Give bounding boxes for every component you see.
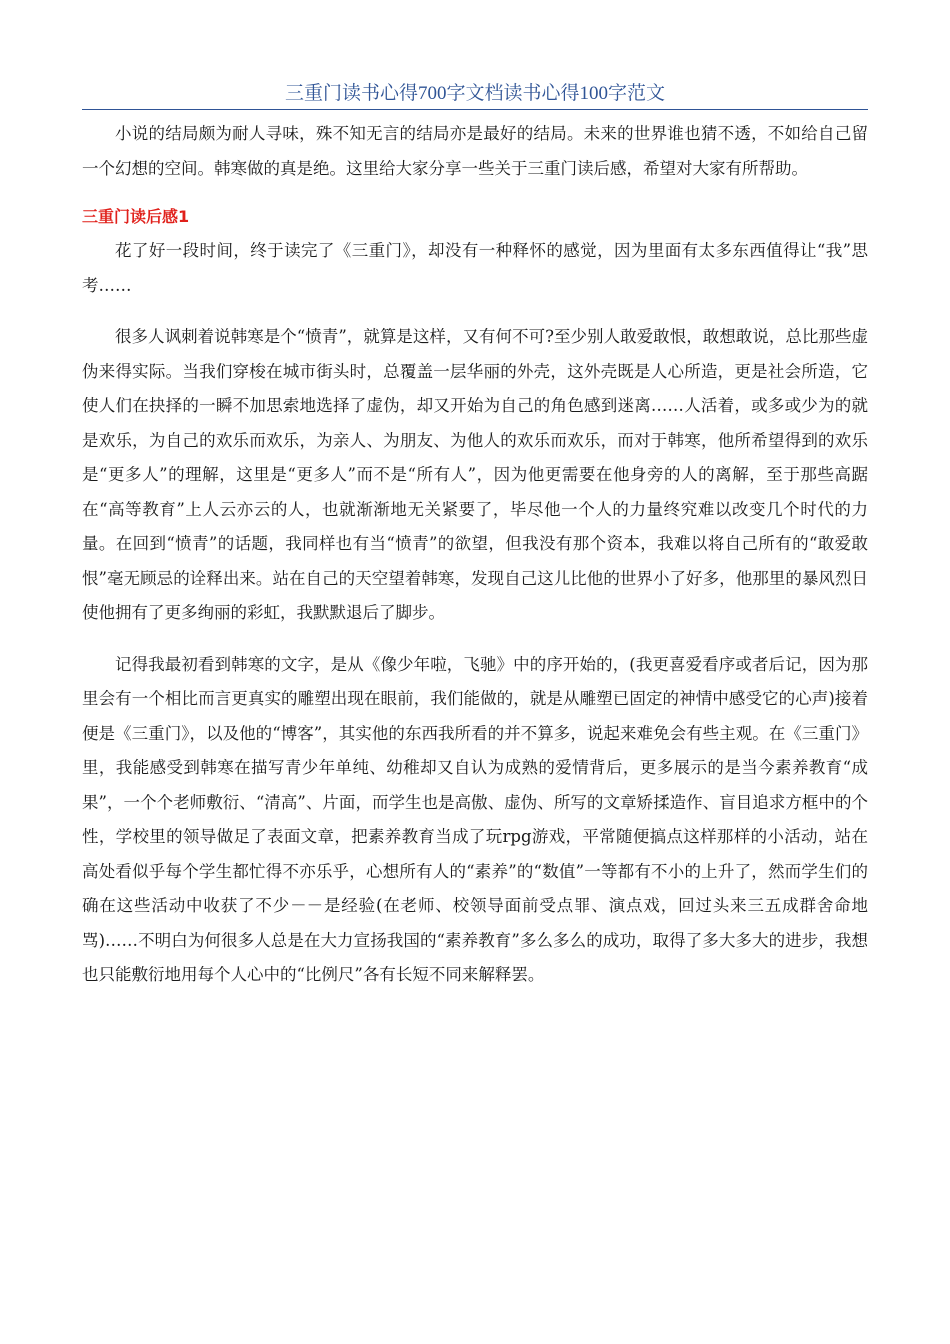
document-header-title: 三重门读书心得700字文档读书心得100字范文 [284, 83, 665, 104]
document-body [82, 117, 868, 993]
body-paragraph-2: 很多人讽刺着说韩寒是个“愤青”，就算是这样，又有何不可?至少别人敢爱敢恨，敢想敢说，总比那些虚伪来得实际。当我们穿梭在城市街头时，总覆盖一层华丽的外壳，这外壳既是人心所造，更是社会所造，它使人们在抉择的一瞬不加思索地选择了虚伪，却又开始为自己的角色感到迷离……人活着，或多或少为的就是欢乐，为自己的欢乐而欢乐，为亲人、为朋友、为他人的欢乐而欢乐，而对于韩寒，他所希望得到的欢乐是“更多人”的理解，这里是“更多人”而不是“所有人”，因为他更需要在他身旁的人的离解，至于那些高踞在“高等教育”上人云亦云的人，也就渐渐地无关紧要了，毕尽他一个人的力量终究难以改变几个时代的力量。在回到“愤青”的话题，我同样也有当“愤青”的欲望，但我没有那个资本，我难以将自己所有的“敢爱敢恨”毫无顾忌的诠释出来。站在自己的天空望着韩寒，发现自己这儿比他的世界小了好多，他那里的暴风烈日使他拥有了更多绚丽的彩虹，我默默退后了脚步。 [82, 327, 868, 622]
body-paragraph-3: 记得我最初看到韩寒的文字，是从《像少年啦，飞驰》中的序开始的，(我更喜爱看序或者后记，因为那里会有一个相比而言更真实的雕塑出现在眼前，我们能做的，就是从雕塑已固定的神情中感受它的心声)接着便是《三重门》，以及他的“博客”，其实他的东西我所看的并不算多，说起来难免会有些主观。在《三重门》里，我能感受到韩寒在描写青少年单纯、幼稚却又自认为成熟的爱情背后，更多展示的是当今素养教育“成果”，一个个老师敷衍、“清高”、片面，而学生也是高傲、虚伪、所写的文章矫揉造作、盲目追求方框中的个性，学校里的领导做足了表面文章，把素养教育当成了玩rpg游戏，平常随便搞点这样那样的小活动，站在高处看似乎每个学生都忙得不亦乐乎，心想所有人的“素养”的“数值”一等都有不小的上升了，然而学生们的确在这些活动中收获了不少－－是经验(在老师、校领导面前受点罪、演点戏，回过头来三五成群舍命地骂)……不明白为何很多人总是在大力宣扬我国的“素养教育”多么多么的成功，取得了多大多大的进步，我想也只能敷衍地用每个人心中的“比例尺”各有长短不同来解释罢。 [82, 654, 868, 984]
body-paragraph-1: 花了好一段时间，终于读完了《三重门》，却没有一种释怀的感觉，因为里面有太多东西值得让“我”思考…… [82, 241, 868, 295]
header-divider [82, 109, 868, 110]
section-heading: 三重门读后感1 [82, 207, 190, 226]
intro-paragraph: 小说的结局颇为耐人寻味，殊不知无言的结局亦是最好的结局。未来的世界谁也猜不透，不如给自己留一个幻想的空间。韩寒做的真是绝。这里给大家分享一些关于三重门读后感，希望对大家有所帮助。 [82, 124, 868, 178]
